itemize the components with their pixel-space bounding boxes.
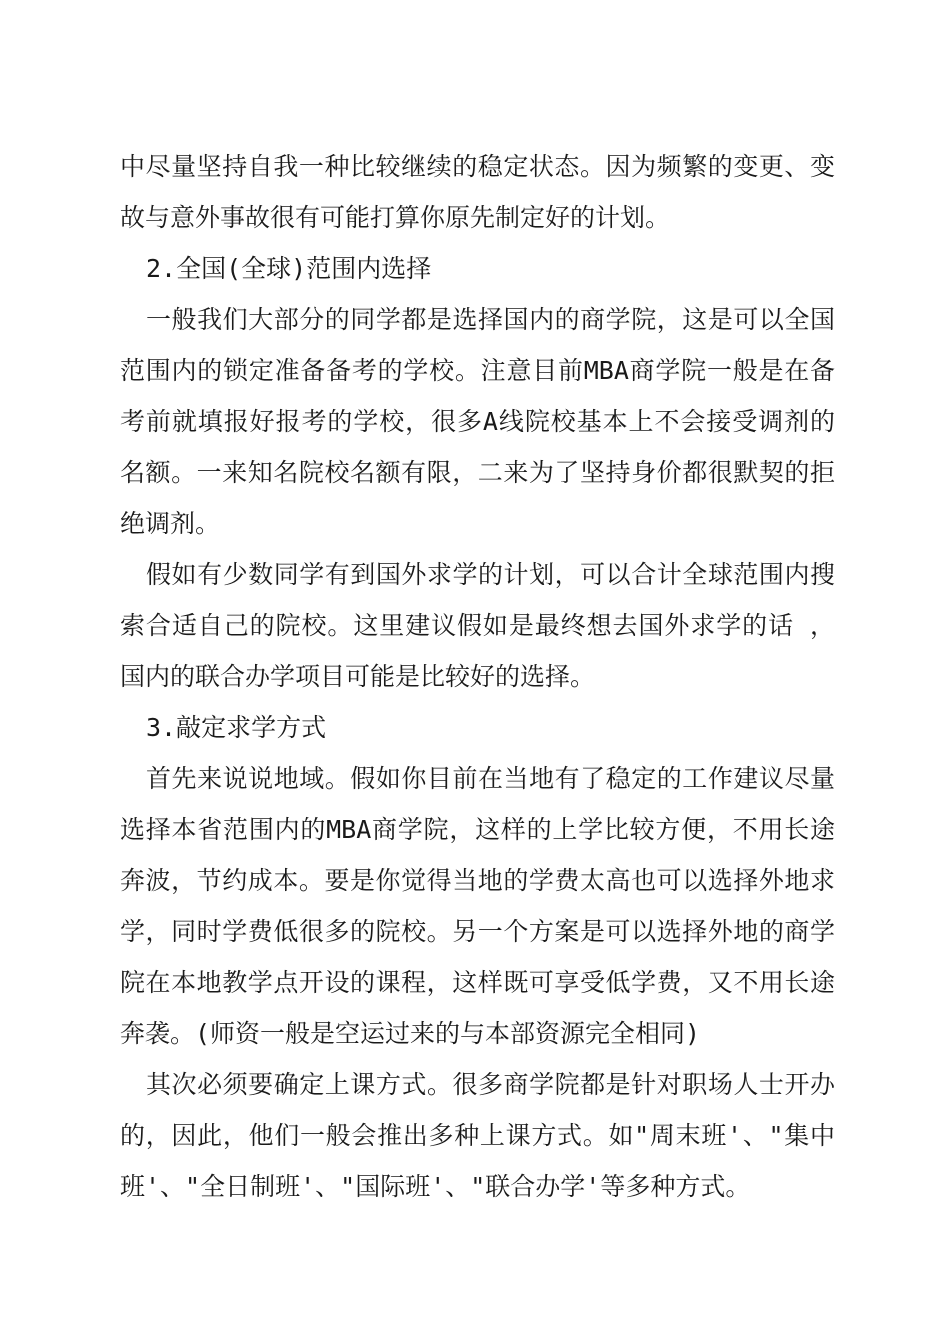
body-text-line: 假如有少数同学有到国外求学的计划，可以合计全球范围内搜 xyxy=(146,560,835,589)
body-text-line: 院在本地教学点开设的课程，这样既可享受低学费，又不用长途 xyxy=(120,968,835,997)
body-text-line: 范围内的锁定准备备考的学校。注意目前MBA商学院一般是在备 xyxy=(120,356,835,385)
body-text-line: 其次必须要确定上课方式。很多商学院都是针对职场人士开办 xyxy=(146,1070,835,1099)
body-text-line: 索合适自己的院校。这里建议假如是最终想去国外求学的话 ， xyxy=(120,611,835,640)
body-text-line: 选择本省范围内的MBA商学院，这样的上学比较方便，不用长途 xyxy=(120,815,835,844)
body-text-line: 首先来说说地域。假如你目前在当地有了稳定的工作建议尽量 xyxy=(146,764,835,793)
body-text-line: 中尽量坚持自我一种比较继续的稳定状态。因为频繁的变更、变 xyxy=(120,152,835,181)
body-text-line: 的，因此，他们一般会推出多种上课方式。如"周末班'、"集中 xyxy=(120,1121,835,1150)
body-text-line: 名额。一来知名院校名额有限，二来为了坚持身价都很默契的拒 xyxy=(120,458,835,487)
body-text-line: 学，同时学费低很多的院校。另一个方案是可以选择外地的商学 xyxy=(120,917,835,946)
body-text-line: 国内的联合办学项目可能是比较好的选择。 xyxy=(120,662,596,691)
body-text-line: 考前就填报好报考的学校，很多A线院校基本上不会接受调剂的 xyxy=(120,407,835,436)
body-text-line: 奔袭。(师资一般是空运过来的与本部资源完全相同) xyxy=(120,1019,701,1048)
body-text-line: 一般我们大部分的同学都是选择国内的商学院，这是可以全国 xyxy=(146,305,835,334)
body-text-line: 绝调剂。 xyxy=(120,509,221,538)
body-text-line: 奔波，节约成本。要是你觉得当地的学费太高也可以选择外地求 xyxy=(120,866,835,895)
section-heading: 3.敲定求学方式 xyxy=(146,713,327,742)
body-text-line: 班'、"全日制班'、"国际班'、"联合办学'等多种方式。 xyxy=(120,1172,751,1201)
section-heading: 2.全国(全球)范围内选择 xyxy=(146,254,432,283)
body-text-line: 故与意外事故很有可能打算你原先制定好的计划。 xyxy=(120,203,671,232)
